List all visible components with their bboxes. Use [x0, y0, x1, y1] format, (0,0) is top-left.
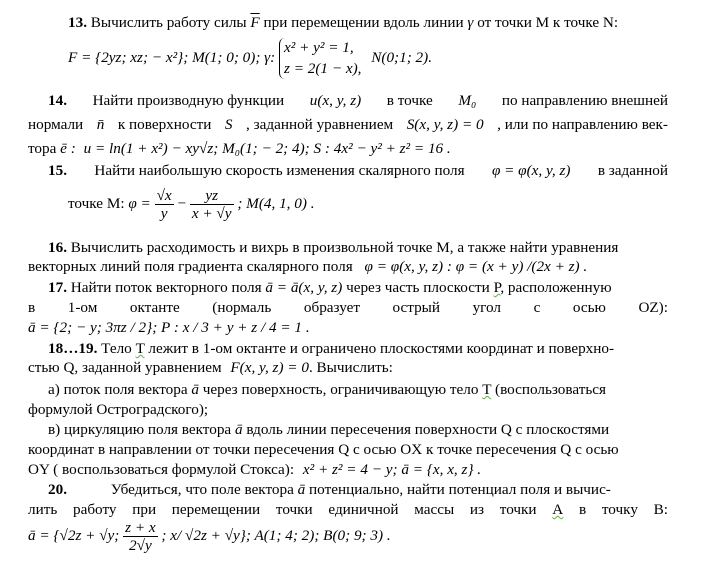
- problem-20-word: перемещении: [171, 501, 261, 518]
- problem-20-word: A: [552, 501, 564, 518]
- curve-system: x² + y² = 1, z = 2(1 − x),: [279, 38, 361, 79]
- problem-20-word: единичной: [328, 501, 399, 518]
- problem-18-item-a-cont: формулой Остроградского);: [28, 401, 209, 418]
- problem-15-line-2: точке M: φ = $\frac{√x}{y}$ − $\frac{yz}{x + √y}$ ; M(4, 1, 0) .: [68, 187, 315, 223]
- problem-14-line-1: 14. Найти производную функции u(x, y, z) в точке M₀ по направлению внешней: [48, 92, 668, 109]
- problem-18-item-a: а) поток поля вектора ā через поверхность, ограничивающую тело T (воспользоваться: [48, 381, 607, 398]
- problem-14-formula: u = ln(1 + x²) − xy√z; M₀(1; − 2; 4); S : 4x² − y² + z² = 16 .: [83, 140, 451, 157]
- problem-20-word: B:: [653, 501, 668, 518]
- problem-20-word: при: [132, 501, 157, 518]
- problem-17-word: осью: [572, 299, 606, 316]
- problem-17-line-3: ā = {2; − y; 3πz / 2}; P : x / 3 + y + z / 4 = 1 .: [28, 319, 310, 336]
- problem-20-line-2: [28, 502, 668, 517]
- problem-17-word: 1-ом: [67, 299, 98, 316]
- problem-20-word: в: [578, 501, 587, 518]
- problem-17-word: в: [28, 299, 36, 316]
- problem-17-word: образует: [303, 299, 360, 316]
- problem-20-word: лить: [28, 501, 58, 518]
- problem-18-item-b: в) циркуляцию поля вектора ā вдоль линии пересечения поверхности Q с плоскостями: [48, 421, 610, 438]
- problem-14-line-2: нормали n̄ к поверхности S , заданной уравнением S(x, y, z) = 0 , или по направлению век-: [28, 116, 668, 133]
- problem-20-word: работу: [73, 501, 117, 518]
- force-formula: F = {2yz; xz; − x²}; M(1; 0; 0); γ:: [68, 49, 276, 66]
- problem-17-number: 17.: [48, 279, 67, 296]
- problem-17-line-1: 17. Найти поток векторного поля ā = ā(x, y, z) через часть плоскости P, расположенную: [48, 279, 612, 296]
- problem-15-number: 15.: [48, 162, 67, 179]
- problem-20-word: массы: [414, 501, 455, 518]
- problem-20-number: 20.: [48, 481, 67, 498]
- problem-20-word: точку: [601, 501, 638, 518]
- problem-14-number: 14.: [48, 92, 67, 109]
- problem-18-item-b-cont-2: OY ( воспользоваться формулой Стокса): x² + z² = 4 − y; ā = {x, x, z} .: [28, 461, 482, 478]
- problem-20-line-1: 20. Убедиться, что поле вектора ā потенциально, найти потенциал поля и вычис-: [48, 481, 611, 498]
- problem-18-item-b-cont: координат в направлении от точки пересечения Q с осью OX к точке пересечения Q с осью: [28, 441, 619, 458]
- problem-18-line-2: стью Q, заданной уравнением F(x, y, z) = 0. Вычислить:: [28, 359, 393, 376]
- problem-16-line-2: векторных линий поля градиента скалярного поля φ = φ(x, y, z) : φ = (x + y) /(2x + z) .: [28, 258, 588, 275]
- problem-16-number: 16.: [48, 239, 67, 256]
- problem-17-word: октанте: [129, 299, 180, 316]
- problem-20-word: точки: [499, 501, 537, 518]
- problem-17-word: угол: [472, 299, 501, 316]
- problem-18-line-1: 18…19. Тело T лежит в 1-ом октанте и ограничено плоскостями координат и поверхно-: [48, 340, 615, 357]
- problem-13-formula: [68, 38, 432, 79]
- problem-14-line-3: тора ē : u = ln(1 + x²) − xy√z; M₀(1; − 2; 4); S : 4x² − y² + z² = 16 .: [28, 140, 451, 157]
- problem-20-line-3: ā = {√2z + √y; $\frac{z + x}{2√y}$ ; x/ √2z + √y}; A(1; 4; 2); B(0; 9; 3) .: [28, 519, 391, 555]
- problem-17-word: OZ):: [638, 299, 668, 316]
- problem-15-line-1: 15. Найти наибольшую скорость изменения скалярного поля φ = φ(x, y, z) в заданной: [48, 162, 668, 179]
- point-n: N(0;1; 2).: [371, 49, 433, 66]
- problem-13-line-1: 13. Вычислить работу силы $\overline{F}$ при перемещении вдоль линии γ от точки M к точке N:: [68, 14, 619, 31]
- problem-17-word: (нормаль: [212, 299, 272, 316]
- fraction-1: $\frac{√x}{y}$: [156, 187, 172, 223]
- problem-13-number: 13.: [68, 14, 87, 31]
- problem-17-line-2: [28, 300, 668, 315]
- fraction-2: $\frac{yz}{x + √y}$: [191, 187, 232, 223]
- fraction-3: $\frac{z + x}{2√y}$: [125, 519, 156, 555]
- problem-20-word: из: [469, 501, 485, 518]
- problem-16-line-1: 16. Вычислить расходимость и вихрь в произвольной точке M, а также найти уравнения: [48, 239, 619, 256]
- problem-20-word: точки: [275, 501, 313, 518]
- problem-18-number: 18…19.: [48, 340, 98, 357]
- problem-17-word: острый: [392, 299, 441, 316]
- problem-17-word: с: [533, 299, 541, 316]
